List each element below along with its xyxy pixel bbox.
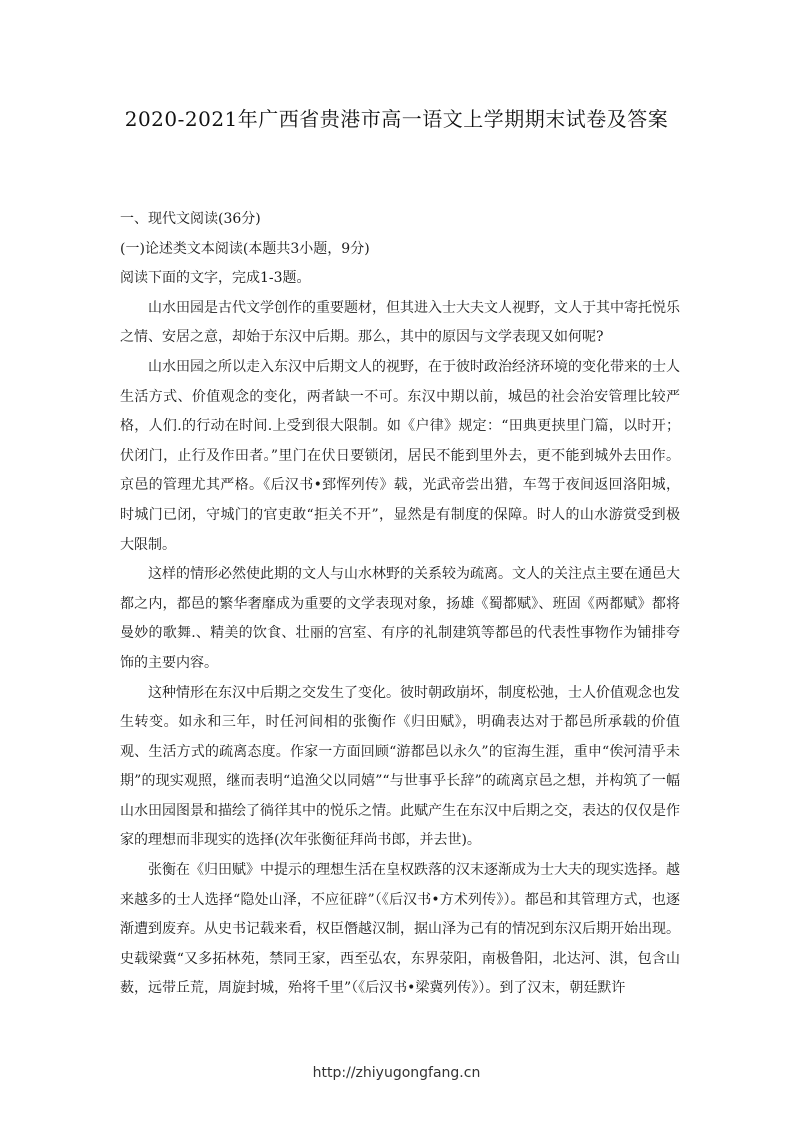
document-body xyxy=(120,205,680,1004)
footer-url[interactable]: http://zhiyugongfang.cn xyxy=(312,1065,481,1081)
paragraph-3: 这样的情形必然使此期的文人与山水林野的关系较为疏离。文人的关注点主要在通邑大都之内，都邑的繁华奢靡成为重要的文学表现对象，扬雄《蜀都赋》、班固《两都赋》都将曼妙的歌舞.、精美的饮食、壮丽的宫室、有序的礼制建筑等都邑的代表性事物作为铺排夸饰的主要内容。 xyxy=(120,566,680,671)
subsection-heading: (一)论述类文本阅读(本题共3小题，9分) xyxy=(120,240,370,257)
document-title: 2020-2021年广西省贵港市高一语文上学期期末试卷及答案 xyxy=(124,107,669,131)
section-heading: 一、现代文阅读(36分) xyxy=(120,211,261,227)
reading-instruction: 阅读下面的文字，完成1-3题。 xyxy=(120,270,311,287)
paragraph-2: 山水田园之所以走入东汉中后期文人的视野，在于彼时政治经济环境的变化带来的士人生活方式、价值观念的变化，两者缺一不可。东汉中期以前，城邑的社会治安管理比较严格，人们.的行动在时间.上受到很大限制。如《户律》规定：“田典更挟里门篇，以时开；伏闭门，止行及作田者。”里门在伏日要锁闭，居民不能到里外去，更不能到城外去田作。京邑的管理尤其严格。《后汉书•郅恽列传》载，光武帝尝出猎，车驾于夜间返回洛阳城，时城门已闭，守城门的官吏敢“拒关不开”，显然是有制度的保障。时人的山水游赏受到极大限制。 xyxy=(120,358,680,553)
paragraph-4: 这种情形在东汉中后期之交发生了变化。彼时朝政崩坏，制度松弛，士人价值观念也发生转变。如永和三年，时任河间相的张衡作《归田赋》，明确表达对于都邑所承载的价值观、生活方式的疏离态度。作家一方面回顾“游都邑以永久”的宦海生涯，重申“俟河清乎未期”的现实观照，继而表明“追渔父以同嬉”“与世事乎长辞”的疏离京邑之想，并构筑了一幅山水田园图景和描绘了徜徉其中的悦乐之情。此赋产生在东汉中后期之交，表达的仅仅是作家的理想而非现实的选择(次年张衡征拜尚书郎，并去世)。 xyxy=(120,684,680,849)
paragraph-5: 张衡在《归田赋》中提示的理想生活在皇权跌落的汉末逐渐成为士大夫的现实选择。越来越多的士人选择“隐处山泽，不应征辟”（《后汉书•方术列传》）。都邑和其管理方式，也逐渐遭到废弃。从史书记载来看，权臣僭越汉制，据山泽为己有的情况到东汉后期开始出现。史载梁冀“又多拓林苑，禁同王家，西至弘农，东界荥阳，南极鲁阳，北达河、淇，包含山薮，远带丘荒，周旋封城，殆将千里”（《后汉书•梁冀列传》）。到了汉末，朝廷默许 xyxy=(120,862,680,997)
paragraph-1: 山水田园是古代文学创作的重要题材，但其进入士大夫文人视野，文人于其中寄托悦乐之情、安居之意，却始于东汉中后期。那么，其中的原因与文学表现又如何呢? xyxy=(120,299,680,346)
